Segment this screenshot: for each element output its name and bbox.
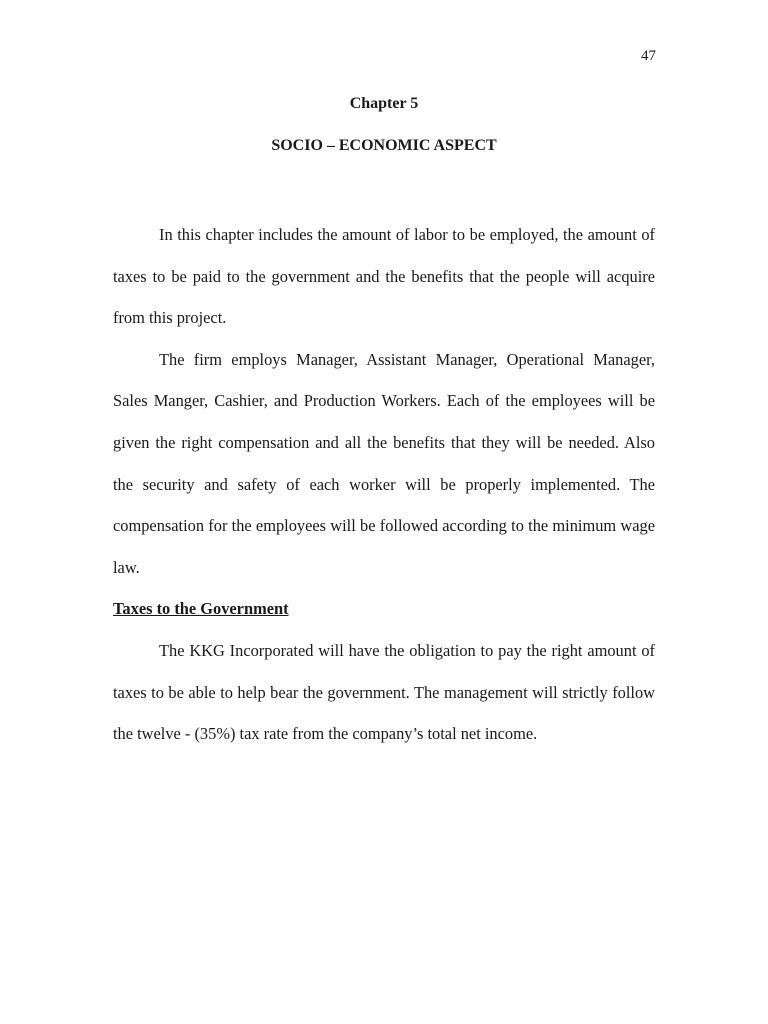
paragraph-employees: The firm employs Manager, Assistant Manager, Operational Manager, Sales Manger, Cashier, and Production Workers. Each of the employees will be given the right compensation and all the benefits that they will be needed. Also the security and safety of each worker will be properly implemented. The compensation for the employees will be followed according to the minimum wage law. — [113, 349, 655, 577]
section-heading-taxes: Taxes to the Government — [113, 599, 289, 619]
paragraph-taxes: The KKG Incorporated will have the obligation to pay the right amount of taxes to be able to help bear the government. The management will strictly follow the twelve - (35%) tax rate from the company’s total net income. — [113, 640, 655, 744]
paragraph-intro: In this chapter includes the amount of labor to be employed, the amount of taxes to be paid to the government and the benefits that the people will acquire from this project. — [113, 225, 655, 328]
page-number: 47 — [641, 48, 656, 64]
chapter-subtitle: SOCIO – ECONOMIC ASPECT — [271, 137, 497, 154]
chapter-title: Chapter 5 — [349, 95, 419, 112]
document-body — [113, 214, 655, 755]
